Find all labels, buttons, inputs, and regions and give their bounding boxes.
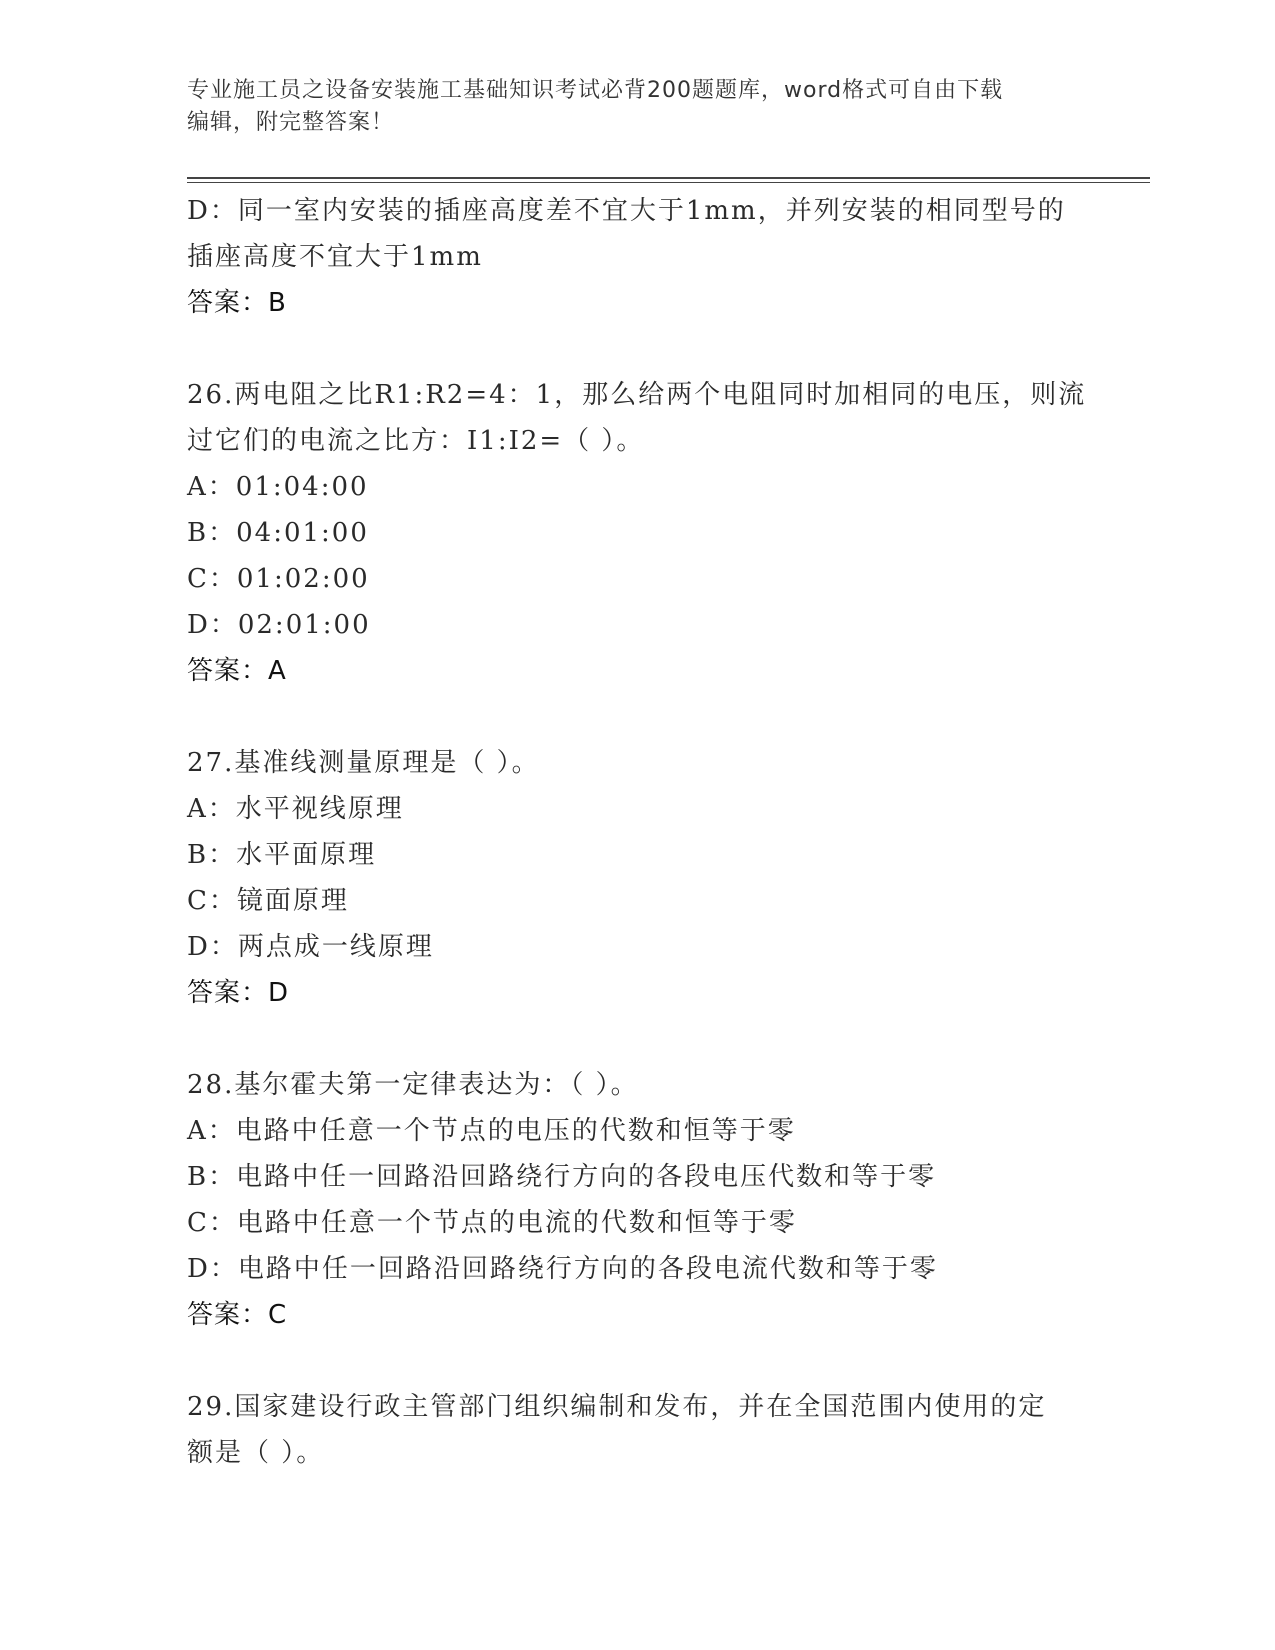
option-c: C：镜面原理 <box>187 886 349 916</box>
answer-line: 答案：A <box>187 656 287 686</box>
option-d: D：两点成一线原理 <box>187 932 434 962</box>
question-stem-continued: 过它们的电流之比方：I1:I2=（ ）。 <box>187 426 645 456</box>
option-a: A：水平视线原理 <box>187 794 404 824</box>
option-d-continued: 插座高度不宜大于1mm <box>187 242 483 272</box>
question-spacer <box>187 326 1087 372</box>
question-stem: 29.国家建设行政主管部门组织编制和发布，并在全国范围内使用的定 <box>187 1392 1047 1422</box>
question-25-tail <box>187 188 1087 326</box>
question-28 <box>187 1062 1087 1338</box>
question-26 <box>187 372 1087 694</box>
answer-line: 答案：D <box>187 978 290 1008</box>
option-d: D：02:01:00 <box>187 610 371 640</box>
option-c: C：电路中任意一个节点的电流的代数和恒等于零 <box>187 1208 797 1238</box>
question-spacer <box>187 1016 1087 1062</box>
question-29 <box>187 1384 1087 1476</box>
option-a: A：电路中任意一个节点的电压的代数和恒等于零 <box>187 1116 796 1146</box>
question-spacer <box>187 1338 1087 1384</box>
question-stem: 28.基尔霍夫第一定律表达为：（ ）。 <box>187 1070 639 1100</box>
option-b: B：水平面原理 <box>187 840 377 870</box>
question-stem: 27.基准线测量原理是（ ）。 <box>187 748 540 778</box>
option-a: A：01:04:00 <box>187 472 369 502</box>
header-title-line-1: 专业施工员之设备安装施工基础知识考试必背200题题库，word格式可自由下载 <box>187 78 1004 103</box>
question-stem: 26.两电阻之比R1:R2=4：1，那么给两个电阻同时加相同的电压，则流 <box>187 380 1087 410</box>
header-divider-thin <box>187 182 1150 183</box>
answer-line: 答案：C <box>187 1300 288 1330</box>
option-d: D：同一室内安装的插座高度差不宜大于1mm，并列安装的相同型号的 <box>187 196 1066 226</box>
option-b: B：04:01:00 <box>187 518 369 548</box>
answer-line: 答案：B <box>187 288 287 318</box>
question-spacer <box>187 694 1087 740</box>
header-divider-thick <box>187 177 1150 179</box>
option-c: C：01:02:00 <box>187 564 370 594</box>
question-list <box>187 188 1087 1476</box>
header-title-line-2: 编辑，附完整答案！ <box>187 110 395 135</box>
option-d: D：电路中任一回路沿回路绕行方向的各段电流代数和等于零 <box>187 1254 938 1284</box>
page-header <box>187 75 1067 139</box>
question-27 <box>187 740 1087 1016</box>
option-b: B：电路中任一回路沿回路绕行方向的各段电压代数和等于零 <box>187 1162 937 1192</box>
question-stem-continued: 额是（ ）。 <box>187 1438 325 1468</box>
